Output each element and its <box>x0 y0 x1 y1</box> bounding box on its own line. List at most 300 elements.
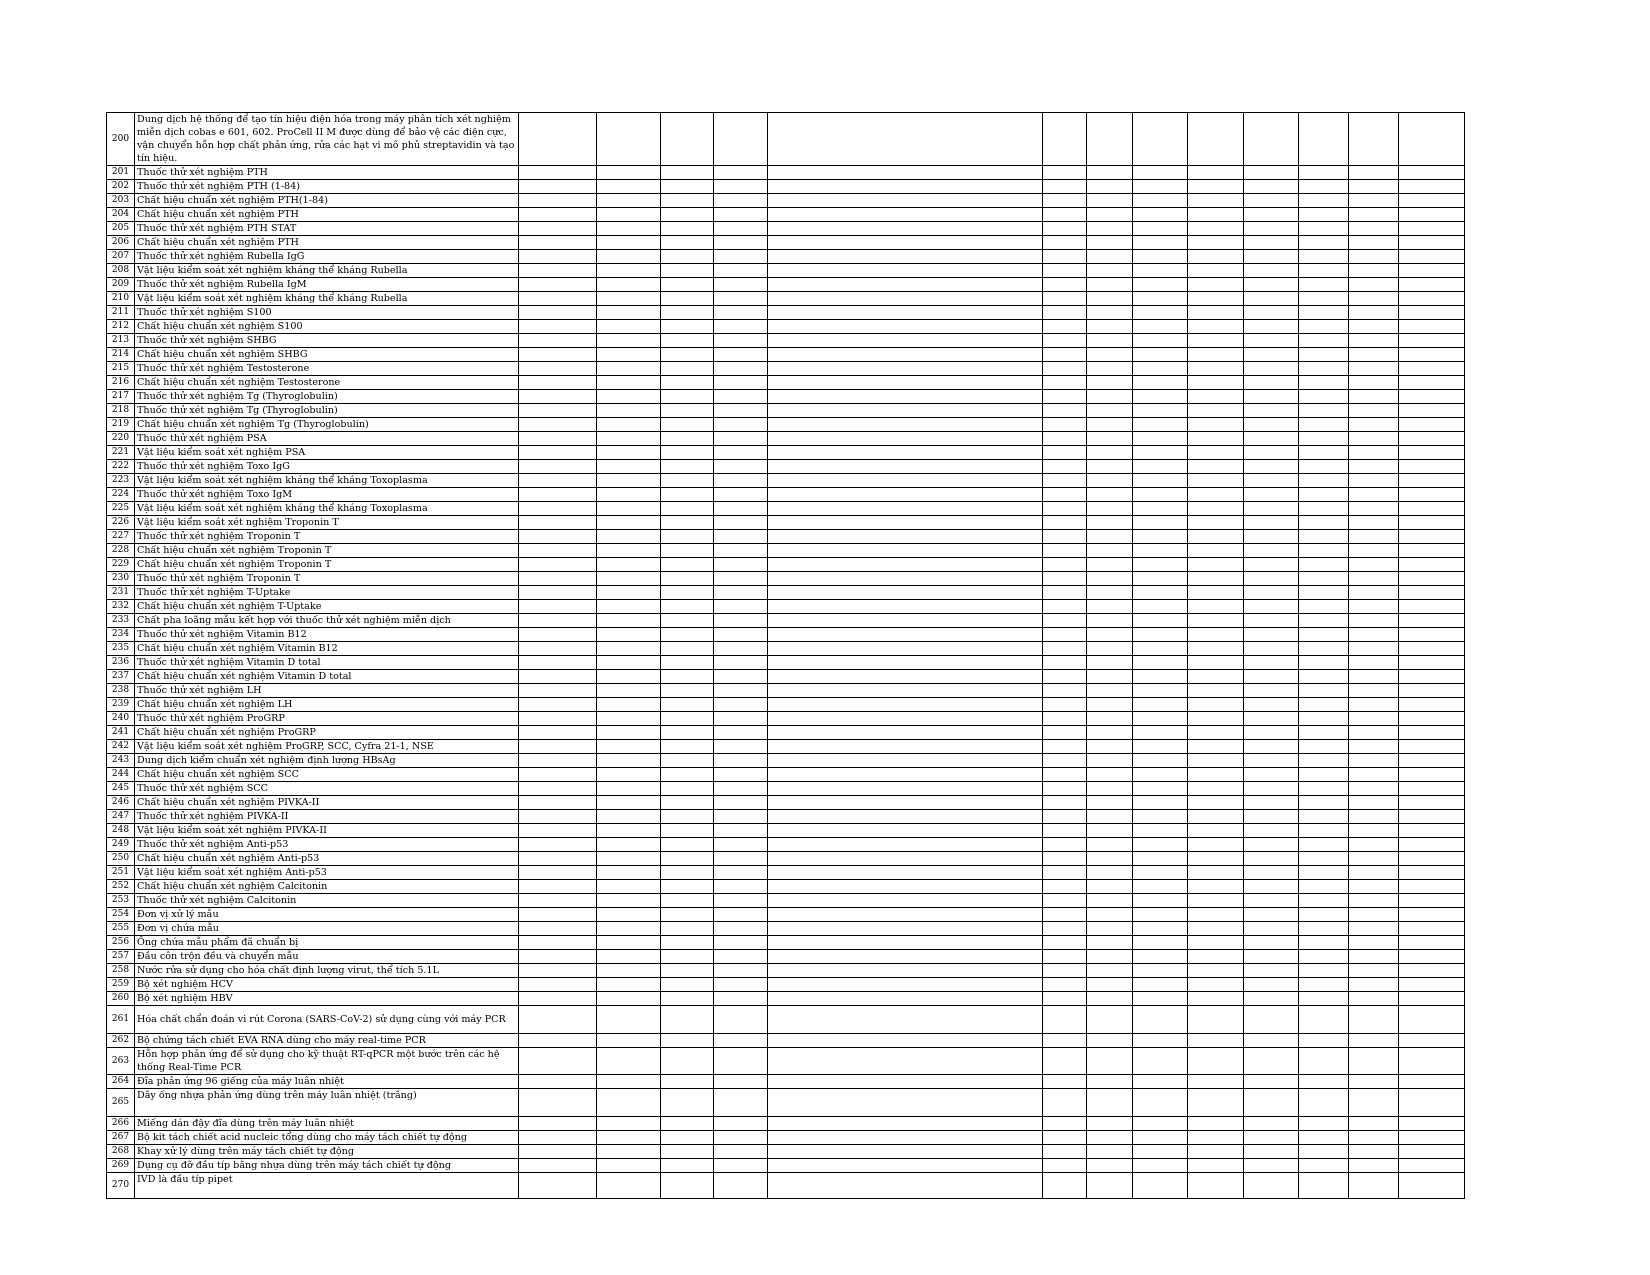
empty-cell <box>597 670 661 684</box>
table-row <box>107 628 1465 642</box>
item-name: Thuốc thử xét nghiệm PIVKA-II <box>135 810 519 824</box>
empty-cell <box>714 334 768 348</box>
empty-cell <box>597 1048 661 1075</box>
empty-cell <box>1399 1006 1465 1034</box>
empty-cell <box>1188 1006 1244 1034</box>
empty-cell <box>1188 222 1244 236</box>
table-row <box>107 866 1465 880</box>
empty-cell <box>1087 292 1133 306</box>
row-number: 263 <box>107 1048 135 1075</box>
empty-cell <box>1133 1145 1188 1159</box>
empty-cell <box>1043 614 1087 628</box>
empty-cell <box>1299 222 1349 236</box>
empty-cell <box>768 320 1043 334</box>
empty-cell <box>714 1173 768 1199</box>
empty-cell <box>519 796 597 810</box>
row-number: 243 <box>107 754 135 768</box>
empty-cell <box>1244 432 1299 446</box>
empty-cell <box>1087 236 1133 250</box>
empty-cell <box>1043 586 1087 600</box>
empty-cell <box>1244 264 1299 278</box>
empty-cell <box>1349 824 1399 838</box>
empty-cell <box>597 446 661 460</box>
empty-cell <box>519 362 597 376</box>
empty-cell <box>1188 628 1244 642</box>
empty-cell <box>661 278 714 292</box>
empty-cell <box>661 978 714 992</box>
empty-cell <box>1133 558 1188 572</box>
item-name: Chất hiệu chuẩn xét nghiệm Vitamin B12 <box>135 642 519 656</box>
table-row <box>107 684 1465 698</box>
empty-cell <box>714 166 768 180</box>
empty-cell <box>1299 782 1349 796</box>
empty-cell <box>1043 348 1087 362</box>
empty-cell <box>519 614 597 628</box>
empty-cell <box>1244 698 1299 712</box>
empty-cell <box>768 950 1043 964</box>
empty-cell <box>1043 292 1087 306</box>
empty-cell <box>519 852 597 866</box>
empty-cell <box>1188 113 1244 166</box>
empty-cell <box>1133 936 1188 950</box>
empty-cell <box>1133 768 1188 782</box>
empty-cell <box>1188 684 1244 698</box>
empty-cell <box>714 1145 768 1159</box>
empty-cell <box>1043 488 1087 502</box>
empty-cell <box>1087 348 1133 362</box>
empty-cell <box>597 1006 661 1034</box>
empty-cell <box>1043 418 1087 432</box>
empty-cell <box>1299 278 1349 292</box>
row-number: 206 <box>107 236 135 250</box>
empty-cell <box>597 404 661 418</box>
row-number: 270 <box>107 1173 135 1199</box>
empty-cell <box>1349 362 1399 376</box>
empty-cell <box>1299 894 1349 908</box>
empty-cell <box>1399 684 1465 698</box>
empty-cell <box>1349 908 1399 922</box>
empty-cell <box>714 684 768 698</box>
empty-cell <box>1087 1117 1133 1131</box>
item-name: Chất hiệu chuẩn xét nghiệm PTH(1-84) <box>135 194 519 208</box>
empty-cell <box>597 1159 661 1173</box>
empty-cell <box>1399 740 1465 754</box>
empty-cell <box>519 166 597 180</box>
empty-cell <box>1188 978 1244 992</box>
empty-cell <box>768 446 1043 460</box>
row-number: 218 <box>107 404 135 418</box>
empty-cell <box>597 586 661 600</box>
empty-cell <box>1244 1089 1299 1117</box>
empty-cell <box>1043 656 1087 670</box>
empty-cell <box>768 1089 1043 1117</box>
empty-cell <box>597 1034 661 1048</box>
empty-cell <box>768 488 1043 502</box>
empty-cell <box>1133 460 1188 474</box>
item-name: Thuốc thử xét nghiệm ProGRP <box>135 712 519 726</box>
empty-cell <box>1244 852 1299 866</box>
empty-cell <box>661 208 714 222</box>
empty-cell <box>1399 712 1465 726</box>
table-row <box>107 180 1465 194</box>
empty-cell <box>1043 950 1087 964</box>
empty-cell <box>714 894 768 908</box>
empty-cell <box>768 922 1043 936</box>
empty-cell <box>661 670 714 684</box>
empty-cell <box>1399 502 1465 516</box>
item-name: Đầu côn trộn đều và chuyển mẫu <box>135 950 519 964</box>
empty-cell <box>768 348 1043 362</box>
empty-cell <box>1188 586 1244 600</box>
empty-cell <box>1087 670 1133 684</box>
empty-cell <box>768 194 1043 208</box>
empty-cell <box>1087 950 1133 964</box>
empty-cell <box>1188 544 1244 558</box>
empty-cell <box>519 1075 597 1089</box>
empty-cell <box>519 964 597 978</box>
row-number: 237 <box>107 670 135 684</box>
empty-cell <box>1087 530 1133 544</box>
empty-cell <box>1133 628 1188 642</box>
empty-cell <box>1133 572 1188 586</box>
empty-cell <box>1399 768 1465 782</box>
empty-cell <box>597 642 661 656</box>
table-row <box>107 418 1465 432</box>
empty-cell <box>1299 810 1349 824</box>
empty-cell <box>768 236 1043 250</box>
empty-cell <box>714 754 768 768</box>
table-row <box>107 222 1465 236</box>
empty-cell <box>714 656 768 670</box>
empty-cell <box>661 292 714 306</box>
empty-cell <box>1133 446 1188 460</box>
row-number: 201 <box>107 166 135 180</box>
empty-cell <box>1188 236 1244 250</box>
empty-cell <box>1244 656 1299 670</box>
item-name: Dụng cụ đỡ đầu típ bằng nhựa dùng trên máy tách chiết tự động <box>135 1159 519 1173</box>
empty-cell <box>1133 796 1188 810</box>
empty-cell <box>519 824 597 838</box>
table-row <box>107 600 1465 614</box>
table-row <box>107 586 1465 600</box>
empty-cell <box>661 474 714 488</box>
item-name: Vật liệu kiểm soát xét nghiệm ProGRP, SCC, Cyfra 21-1, NSE <box>135 740 519 754</box>
empty-cell <box>714 1159 768 1173</box>
empty-cell <box>661 1075 714 1089</box>
empty-cell <box>661 628 714 642</box>
empty-cell <box>714 768 768 782</box>
empty-cell <box>1133 698 1188 712</box>
empty-cell <box>597 992 661 1006</box>
empty-cell <box>768 166 1043 180</box>
empty-cell <box>1188 572 1244 586</box>
empty-cell <box>1244 558 1299 572</box>
empty-cell <box>714 698 768 712</box>
empty-cell <box>1299 936 1349 950</box>
empty-cell <box>1244 1006 1299 1034</box>
empty-cell <box>1349 432 1399 446</box>
table-row <box>107 1117 1465 1131</box>
table-row <box>107 432 1465 446</box>
empty-cell <box>519 180 597 194</box>
empty-cell <box>597 1173 661 1199</box>
item-name: Thuốc thử xét nghiệm PTH <box>135 166 519 180</box>
empty-cell <box>1043 670 1087 684</box>
empty-cell <box>1299 768 1349 782</box>
empty-cell <box>768 964 1043 978</box>
empty-cell <box>768 600 1043 614</box>
empty-cell <box>519 712 597 726</box>
row-number: 238 <box>107 684 135 698</box>
row-number: 224 <box>107 488 135 502</box>
empty-cell <box>1244 754 1299 768</box>
empty-cell <box>1087 1075 1133 1089</box>
empty-cell <box>1133 488 1188 502</box>
table-row <box>107 950 1465 964</box>
empty-cell <box>1188 348 1244 362</box>
empty-cell <box>1299 1159 1349 1173</box>
empty-cell <box>1349 614 1399 628</box>
empty-cell <box>1087 782 1133 796</box>
item-name: Vật liệu kiểm soát xét nghiệm Anti-p53 <box>135 866 519 880</box>
empty-cell <box>519 894 597 908</box>
empty-cell <box>768 614 1043 628</box>
table-row <box>107 544 1465 558</box>
empty-cell <box>1133 180 1188 194</box>
item-name: Thuốc thử xét nghiệm PTH (1-84) <box>135 180 519 194</box>
empty-cell <box>768 1048 1043 1075</box>
empty-cell <box>1043 474 1087 488</box>
empty-cell <box>1244 460 1299 474</box>
empty-cell <box>1244 600 1299 614</box>
empty-cell <box>1133 1159 1188 1173</box>
item-table <box>106 112 1465 1199</box>
row-number: 211 <box>107 306 135 320</box>
empty-cell <box>1087 712 1133 726</box>
row-number: 234 <box>107 628 135 642</box>
empty-cell <box>1043 740 1087 754</box>
empty-cell <box>1087 796 1133 810</box>
empty-cell <box>1087 334 1133 348</box>
empty-cell <box>714 558 768 572</box>
empty-cell <box>519 278 597 292</box>
empty-cell <box>1244 1117 1299 1131</box>
empty-cell <box>1188 726 1244 740</box>
empty-cell <box>1399 348 1465 362</box>
empty-cell <box>768 754 1043 768</box>
empty-cell <box>1244 614 1299 628</box>
empty-cell <box>1299 1034 1349 1048</box>
empty-cell <box>1133 586 1188 600</box>
empty-cell <box>1043 768 1087 782</box>
empty-cell <box>1133 824 1188 838</box>
empty-cell <box>1349 194 1399 208</box>
empty-cell <box>1087 264 1133 278</box>
empty-cell <box>1349 530 1399 544</box>
empty-cell <box>597 628 661 642</box>
empty-cell <box>1133 992 1188 1006</box>
empty-cell <box>1087 1089 1133 1117</box>
empty-cell <box>1133 866 1188 880</box>
empty-cell <box>519 600 597 614</box>
item-name: Thuốc thử xét nghiệm SHBG <box>135 334 519 348</box>
item-name: Đơn vị xử lý mẫu <box>135 908 519 922</box>
empty-cell <box>1244 922 1299 936</box>
empty-cell <box>597 1075 661 1089</box>
empty-cell <box>1349 236 1399 250</box>
empty-cell <box>1087 656 1133 670</box>
table-row <box>107 754 1465 768</box>
empty-cell <box>1188 698 1244 712</box>
empty-cell <box>1133 740 1188 754</box>
empty-cell <box>768 656 1043 670</box>
empty-cell <box>1399 264 1465 278</box>
empty-cell <box>1299 1048 1349 1075</box>
empty-cell <box>661 894 714 908</box>
empty-cell <box>1043 320 1087 334</box>
empty-cell <box>1087 1048 1133 1075</box>
empty-cell <box>714 852 768 866</box>
empty-cell <box>1244 362 1299 376</box>
table-row <box>107 670 1465 684</box>
empty-cell <box>1399 250 1465 264</box>
row-number: 259 <box>107 978 135 992</box>
empty-cell <box>1188 880 1244 894</box>
empty-cell <box>1244 544 1299 558</box>
empty-cell <box>661 1089 714 1117</box>
empty-cell <box>661 502 714 516</box>
empty-cell <box>1133 754 1188 768</box>
item-name: Dãy ống nhựa phản ứng dùng trên máy luân nhiệt (trắng) <box>135 1089 519 1117</box>
empty-cell <box>1087 614 1133 628</box>
empty-cell <box>1299 670 1349 684</box>
empty-cell <box>714 726 768 740</box>
empty-cell <box>1087 740 1133 754</box>
table-row <box>107 964 1465 978</box>
empty-cell <box>661 264 714 278</box>
empty-cell <box>1244 880 1299 894</box>
empty-cell <box>1133 642 1188 656</box>
empty-cell <box>1349 754 1399 768</box>
empty-cell <box>714 474 768 488</box>
empty-cell <box>597 1089 661 1117</box>
item-name: Vật liệu kiểm soát xét nghiệm PIVKA-II <box>135 824 519 838</box>
empty-cell <box>1399 936 1465 950</box>
empty-cell <box>1244 1145 1299 1159</box>
empty-cell <box>661 236 714 250</box>
empty-cell <box>519 516 597 530</box>
empty-cell <box>1043 113 1087 166</box>
empty-cell <box>1043 1145 1087 1159</box>
empty-cell <box>597 768 661 782</box>
empty-cell <box>1087 586 1133 600</box>
empty-cell <box>1244 866 1299 880</box>
empty-cell <box>1244 194 1299 208</box>
empty-cell <box>1349 684 1399 698</box>
empty-cell <box>1188 894 1244 908</box>
empty-cell <box>661 1048 714 1075</box>
empty-cell <box>1349 810 1399 824</box>
empty-cell <box>1087 362 1133 376</box>
empty-cell <box>714 964 768 978</box>
table-row <box>107 1173 1465 1199</box>
empty-cell <box>1133 894 1188 908</box>
empty-cell <box>1349 922 1399 936</box>
empty-cell <box>1244 1075 1299 1089</box>
empty-cell <box>1043 460 1087 474</box>
empty-cell <box>661 180 714 194</box>
empty-cell <box>1188 264 1244 278</box>
empty-cell <box>661 880 714 894</box>
empty-cell <box>597 978 661 992</box>
empty-cell <box>661 866 714 880</box>
empty-cell <box>597 390 661 404</box>
empty-cell <box>1399 113 1465 166</box>
item-name: Thuốc thử xét nghiệm Troponin T <box>135 572 519 586</box>
row-number: 242 <box>107 740 135 754</box>
empty-cell <box>1244 642 1299 656</box>
empty-cell <box>1043 1048 1087 1075</box>
row-number: 254 <box>107 908 135 922</box>
empty-cell <box>1399 992 1465 1006</box>
item-name: Thuốc thử xét nghiệm Anti-p53 <box>135 838 519 852</box>
empty-cell <box>597 740 661 754</box>
empty-cell <box>714 908 768 922</box>
empty-cell <box>597 964 661 978</box>
empty-cell <box>1349 474 1399 488</box>
table-row <box>107 320 1465 334</box>
empty-cell <box>1043 1159 1087 1173</box>
empty-cell <box>1399 278 1465 292</box>
empty-cell <box>1349 698 1399 712</box>
empty-cell <box>661 684 714 698</box>
empty-cell <box>519 978 597 992</box>
empty-cell <box>1043 642 1087 656</box>
item-name: Bộ xét nghiệm HCV <box>135 978 519 992</box>
empty-cell <box>1087 810 1133 824</box>
empty-cell <box>1244 1159 1299 1173</box>
empty-cell <box>1349 516 1399 530</box>
empty-cell <box>768 208 1043 222</box>
empty-cell <box>1299 530 1349 544</box>
empty-cell <box>1299 586 1349 600</box>
empty-cell <box>519 838 597 852</box>
empty-cell <box>1244 1173 1299 1199</box>
empty-cell <box>1188 852 1244 866</box>
item-name: Chất pha loãng mẫu kết hợp với thuốc thử xét nghiệm miễn dịch <box>135 614 519 628</box>
empty-cell <box>1043 824 1087 838</box>
empty-cell <box>768 880 1043 894</box>
empty-cell <box>1399 1089 1465 1117</box>
table-row <box>107 292 1465 306</box>
empty-cell <box>597 1131 661 1145</box>
item-name: Thuốc thử xét nghiệm Toxo IgG <box>135 460 519 474</box>
empty-cell <box>1188 838 1244 852</box>
empty-cell <box>1087 516 1133 530</box>
empty-cell <box>661 768 714 782</box>
empty-cell <box>661 642 714 656</box>
empty-cell <box>1349 558 1399 572</box>
empty-cell <box>714 502 768 516</box>
empty-cell <box>1399 964 1465 978</box>
empty-cell <box>1399 782 1465 796</box>
empty-cell <box>1087 642 1133 656</box>
empty-cell <box>1299 460 1349 474</box>
empty-cell <box>1133 236 1188 250</box>
empty-cell <box>1299 544 1349 558</box>
empty-cell <box>1133 908 1188 922</box>
empty-cell <box>1133 502 1188 516</box>
